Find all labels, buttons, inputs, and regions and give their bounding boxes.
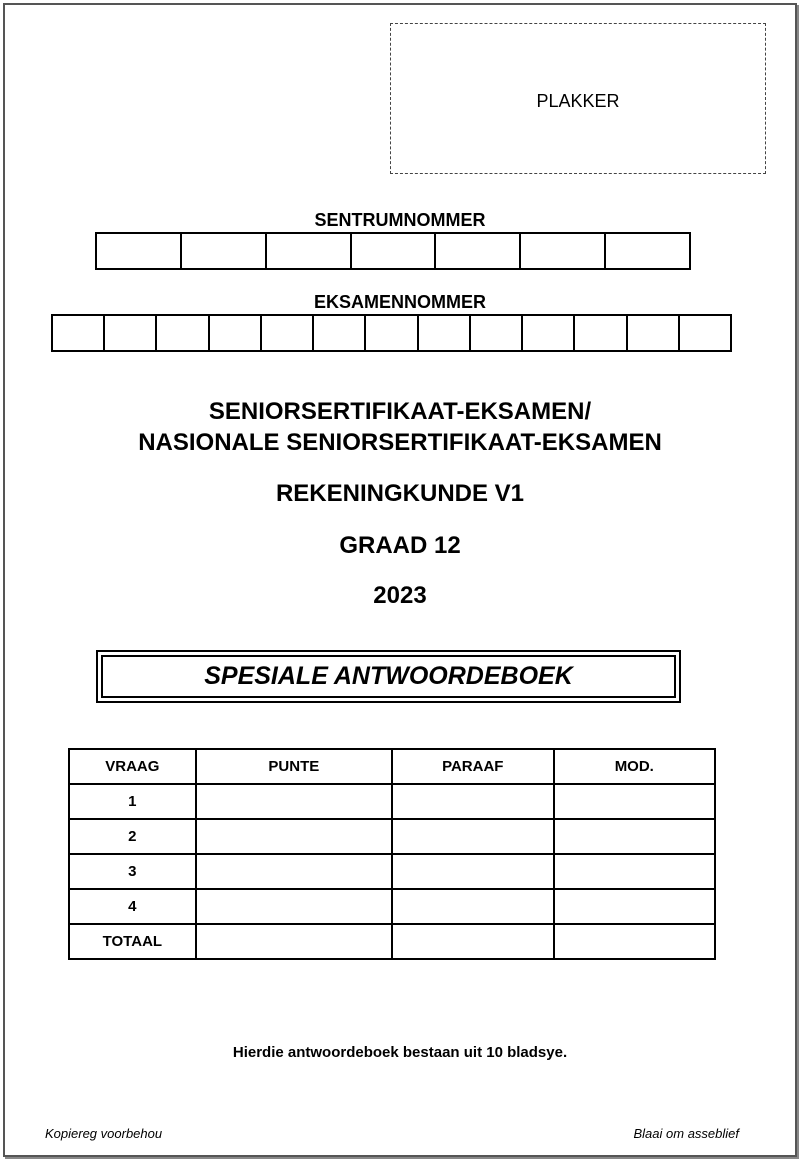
special-booklet-title: SPESIALE ANTWOORDEBOEK [101, 655, 676, 698]
exam-number-digit-box[interactable] [53, 316, 105, 350]
exam-number-digit-box[interactable] [210, 316, 262, 350]
centre-number-digit-box[interactable] [521, 234, 606, 268]
header-question: VRAAG [69, 749, 196, 784]
initial-cell[interactable] [392, 889, 554, 924]
header-initial: PARAAF [392, 749, 554, 784]
grade-title: GRAAD 12 [339, 532, 461, 559]
centre-number-digit-box[interactable] [182, 234, 267, 268]
marks-table [68, 748, 716, 960]
table-row [69, 854, 715, 889]
exam-number-digit-box[interactable] [157, 316, 209, 350]
page-frame [3, 3, 797, 1157]
initial-cell[interactable] [392, 784, 554, 819]
initial-cell[interactable] [392, 854, 554, 889]
marks-cell[interactable] [196, 784, 392, 819]
marks-cell[interactable] [196, 854, 392, 889]
exam-number-digit-box[interactable] [366, 316, 418, 350]
exam-number-label: EKSAMENNOMMER [313, 292, 486, 312]
centre-number-digit-box[interactable] [267, 234, 352, 268]
exam-number-digit-box[interactable] [680, 316, 730, 350]
centre-number-digit-box[interactable] [606, 234, 689, 268]
exam-number-digit-box[interactable] [575, 316, 627, 350]
table-row [69, 889, 715, 924]
table-row [69, 784, 715, 819]
special-booklet-banner [96, 650, 681, 703]
centre-number-boxes[interactable] [95, 232, 691, 270]
question-number: 2 [69, 819, 196, 854]
sticker-area [390, 23, 766, 174]
sticker-label: PLAKKER [536, 91, 620, 111]
total-label: TOTAAL [69, 924, 196, 959]
moderation-cell[interactable] [554, 784, 715, 819]
exam-title-line1: SENIORSERTIFIKAAT-EKSAMEN/ [208, 398, 592, 425]
turn-over-footer: Blaai om asseblief [633, 1126, 739, 1141]
subject-title: REKENINGKUNDE V1 [275, 480, 525, 507]
centre-number-digit-box[interactable] [352, 234, 437, 268]
copyright-footer: Kopiereg voorbehou [45, 1126, 163, 1141]
initial-cell[interactable] [392, 819, 554, 854]
page-count-note: Hierdie antwoordeboek bestaan uit 10 bladsye. [232, 1044, 568, 1061]
marks-table-header [69, 749, 715, 784]
exam-number-boxes[interactable] [51, 314, 732, 352]
marks-cell[interactable] [196, 889, 392, 924]
header-marks: PUNTE [196, 749, 392, 784]
table-row-total [69, 924, 715, 959]
centre-number-label: SENTRUMNOMMER [314, 210, 486, 230]
moderation-cell[interactable] [554, 819, 715, 854]
marks-cell[interactable] [196, 924, 392, 959]
centre-number-digit-box[interactable] [97, 234, 182, 268]
exam-number-digit-box[interactable] [523, 316, 575, 350]
exam-number-digit-box[interactable] [105, 316, 157, 350]
header-moderation: MOD. [554, 749, 715, 784]
question-number: 4 [69, 889, 196, 924]
moderation-cell[interactable] [554, 889, 715, 924]
question-number: 3 [69, 854, 196, 889]
exam-number-digit-box[interactable] [419, 316, 471, 350]
marks-cell[interactable] [196, 819, 392, 854]
table-row [69, 819, 715, 854]
centre-number-digit-box[interactable] [436, 234, 521, 268]
exam-number-digit-box[interactable] [262, 316, 314, 350]
exam-number-digit-box[interactable] [628, 316, 680, 350]
initial-cell[interactable] [392, 924, 554, 959]
moderation-cell[interactable] [554, 924, 715, 959]
year-title: 2023 [373, 582, 427, 609]
question-number: 1 [69, 784, 196, 819]
exam-number-digit-box[interactable] [314, 316, 366, 350]
exam-number-digit-box[interactable] [471, 316, 523, 350]
moderation-cell[interactable] [554, 854, 715, 889]
exam-title-line2: NASIONALE SENIORSERTIFIKAAT-EKSAMEN [138, 429, 662, 456]
